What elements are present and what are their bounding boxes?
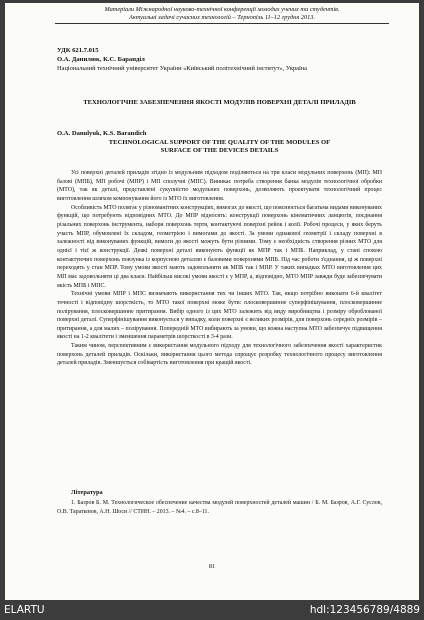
title-en-line-2: SURFACE OF THE DEVICES DETAILS: [160, 147, 279, 154]
repository-name: ELARTU: [4, 604, 45, 616]
authors-en: O.A. Danulyuk, K.S. Barandich: [57, 130, 147, 137]
header-line-2: Актуальні задачі сучасних технологій – Тернопіль 11–12 грудня 2013.: [129, 13, 315, 21]
affiliation: Національний технічний університет України «Київський політехнічний інститут», Україна: [57, 65, 308, 72]
page-number: 81: [208, 563, 216, 570]
document-page: [5, 3, 419, 600]
body-paragraph: Усі поверхні деталей приладів згідно із модульним підходом поділяються на три класи модульних поверхонь (МП): МП базові (МПБ), МП робочі (МПР) і МП сполучні (МПС). Виникає потреба створення банка модулів технологічної обробки (МТО), так як деталі, представлені сукупністю модульних поверхонь, дозволяють проектувати технологічний процес виготовлення шляхом компонування його із МТО їх виготовлення.: [57, 170, 382, 202]
body-paragraph: Технічні умови МПР і МПС визначають використання тих чи інших МТО. Так, якщо потрібно виконати 6-й квалітет точності і відповідну шорсткість, то МТО такої поверхні може бути: плосковершинне суперфінішування, плосковершинне полірування, плосковершинне притирання. Вибір одного із цих МТО залежить від виду виробництва і розміру оброблованої поверхні деталі. Суперфінішування виконується у випадку, коли поверхні є великих розмірів, для поверхонь середніх розмірів – притирання, а для малих – полірування. Попередній МТО вибирають за умови, що кожна наступна МТО забезпечує підвищення якості на 1-2 квалітети і зменшення параметрів шорсткості в 3-4 рази.: [57, 291, 382, 341]
article-body: [57, 169, 382, 368]
body-paragraph: Особливість МТО полягає у різноманітних конструкціях, вимогах до якості, що пояснюється багатьма видами виконуваних функцій, що потребують відповідних МТО. До МПР відносять: конструкції поверхонь кінематичних ланцюгів, поєднання різальних поверхонь інструмента, набори поверхонь тертя, контактуючі поверхні рейок і колії. Робочі процеси, у яких беруть участь МПР, обумовлені їх складом, геометрією і вимогами до якості. За умови однакової геометрії і складу поверхні в залежності від виконуваних функцій, вимоги до якості можуть бути різними. Тому є необхідність створення різних МТО для однієї і тієї ж конструкції. Деякі поверхні деталі виконують функції як МПР так і МПБ. Наприклад, у стані спокою контактуючих поверхонь повзунка із корпусною деталлю є базовими поверхнями МПБ. Під час роботи з'єднання, ці ж поверхні переходять у стан МПР. Тому умови якості мають задовольняти як МПБ так і МПР. У таких випадках МТО виготовлення цих МП має задовольняти ці два класи. Найбільш високі умови якості є у МПР, а, відповідно, МТО МПР завжди буде забезпечувати якість МПБ і МПС.: [57, 204, 382, 289]
references-heading: Література: [71, 489, 103, 496]
conference-header: [55, 6, 389, 21]
header-line-1: Матеріали Міжнародної науково-технічної конференції молодих учених та студентів.: [104, 6, 340, 13]
body-paragraph: Таким чином, перспективним є використання модульного підходу для технологічного забезпечення якості характеристик поверхонь деталей приладів. Оскільки, використання цього метода спрощує розробку технологічного процесу виготовлення деталей приладів. Зменшується собівартість виготовлення при кращій якості.: [57, 343, 382, 367]
authors-ua: О.А. Данилюк, К.С. Баранділ: [57, 56, 145, 63]
title-ua: ТЕХНОЛОГІЧНЕ ЗАБЕЗПЕЧЕННЯ ЯКОСТІ МОДУЛІВ ПОВЕРХНІ ДЕТАЛІ ПРИЛАДІВ: [83, 99, 356, 106]
udc-code: УДК 621.7.015: [57, 47, 99, 54]
handle-id: hdl:123456789/4889: [309, 604, 420, 616]
reference-item: 1. Базров Б. М. Технологическое обеспечение качества модулей поверхностей деталей машин / Б. М. Базров, А.Г. Суслов, О.В. Таратынов, А.Н. Шоси // СТИН. – 2013. – №4. – с.8–11.: [57, 500, 382, 515]
header-divider: [55, 23, 389, 24]
references-list: [57, 499, 382, 516]
title-en: [57, 139, 382, 155]
title-en-line-1: TECHNOLOGICAL SUPPORT OF THE QUALITY OF THE MODULES OF: [108, 139, 331, 146]
